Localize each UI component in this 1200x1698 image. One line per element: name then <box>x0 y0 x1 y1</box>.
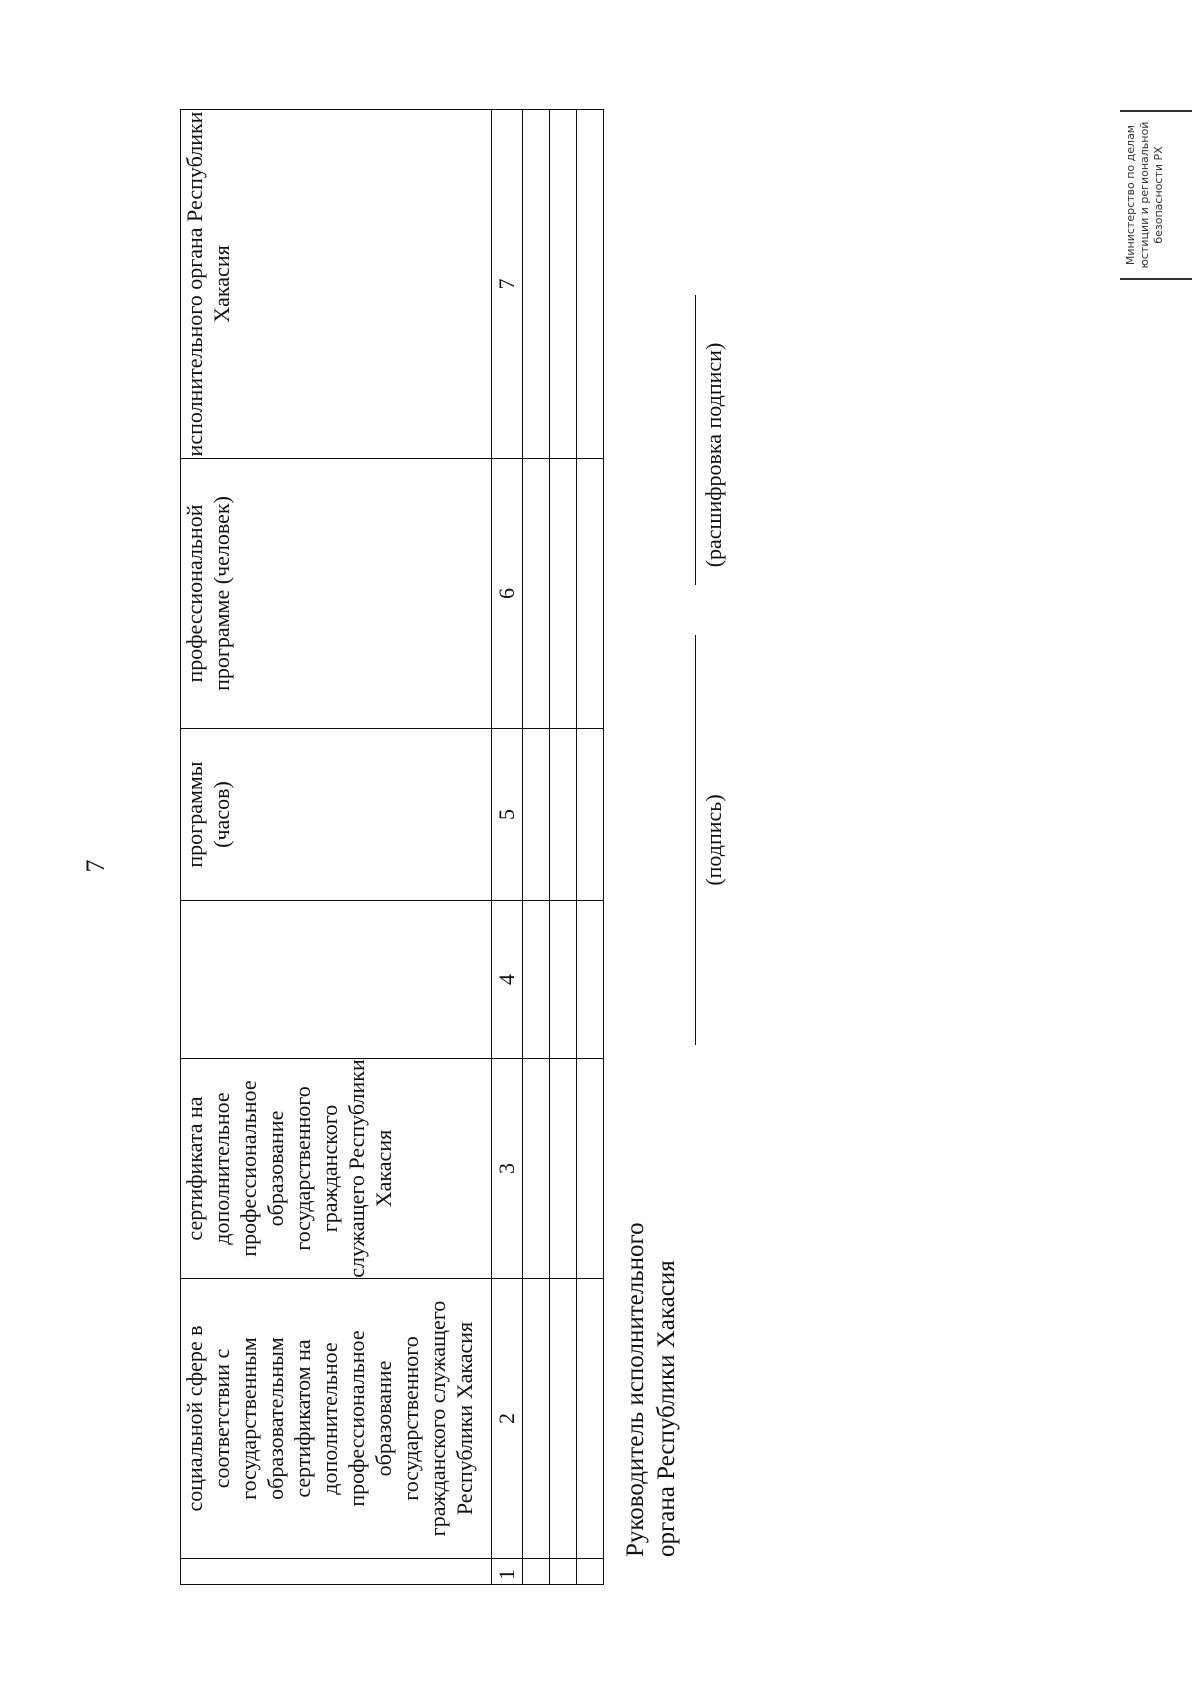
column-number-5: 5 <box>492 729 523 901</box>
header-cell-3: сертификата на дополнительное профессиональное образование государственного гражданского служащего Республики Хакасия <box>181 1059 492 1279</box>
table-cell <box>523 459 550 729</box>
table-cell <box>577 1059 604 1279</box>
signature-line <box>695 635 696 1045</box>
stamp-line-1: Министерство по делам <box>1124 124 1137 266</box>
header-cell-6: профессиональной программе (человек) <box>181 459 492 729</box>
signer-line-2: органа Республики Хакасия <box>653 1260 680 1557</box>
decoding-caption: (расшифровка подписи) <box>701 342 726 568</box>
table-cell <box>577 729 604 901</box>
table-cell <box>577 901 604 1059</box>
signature-caption: (подпись) <box>701 794 726 886</box>
table-cell <box>550 110 577 459</box>
table-cell <box>577 1559 604 1585</box>
signer-line-1: Руководитель исполнительного <box>622 1222 649 1557</box>
table-cell <box>550 459 577 729</box>
stamp-line-3: безопасности РХ <box>1152 146 1165 244</box>
table-cell <box>523 110 550 459</box>
table-cell <box>550 901 577 1059</box>
table-cell <box>550 1559 577 1585</box>
registration-stamp <box>1120 110 1192 280</box>
data-table <box>180 109 604 1585</box>
table-cell <box>523 1059 550 1279</box>
signer-title <box>620 1037 682 1557</box>
stamp-line-2: юстиции и региональной <box>1138 121 1151 269</box>
column-number-1: 1 <box>492 1559 523 1585</box>
column-number-3: 3 <box>492 1059 523 1279</box>
column-number-row <box>492 110 523 1585</box>
page-number: 7 <box>81 859 110 873</box>
table-cell <box>577 1279 604 1559</box>
table-row <box>577 110 604 1585</box>
table-cell <box>577 459 604 729</box>
table-row <box>523 110 550 1585</box>
header-cell-2: социальной сфере в соответствии с государственным образовательным сертификатом на дополнительное профессиональное образование государственного гражданского служащего Республики Хакасия <box>181 1279 492 1559</box>
table-row <box>550 110 577 1585</box>
decoding-line <box>695 295 696 585</box>
table-cell <box>523 1559 550 1585</box>
column-number-7: 7 <box>492 110 523 459</box>
table-cell <box>523 729 550 901</box>
table-cell <box>523 901 550 1059</box>
rotated-content <box>180 110 726 1585</box>
table-cell <box>577 110 604 459</box>
column-number-6: 6 <box>492 459 523 729</box>
header-cell-4 <box>181 901 492 1059</box>
table-cell <box>523 1279 550 1559</box>
header-cell-7: исполнительного органа Республики Хакасия <box>181 110 492 459</box>
table-cell <box>550 1279 577 1559</box>
header-cell-5: программы (часов) <box>181 729 492 901</box>
table-cell <box>550 729 577 901</box>
table-header-row <box>181 110 492 1585</box>
header-cell-1 <box>181 1559 492 1585</box>
table-cell <box>550 1059 577 1279</box>
column-number-2: 2 <box>492 1279 523 1559</box>
column-number-4: 4 <box>492 901 523 1059</box>
